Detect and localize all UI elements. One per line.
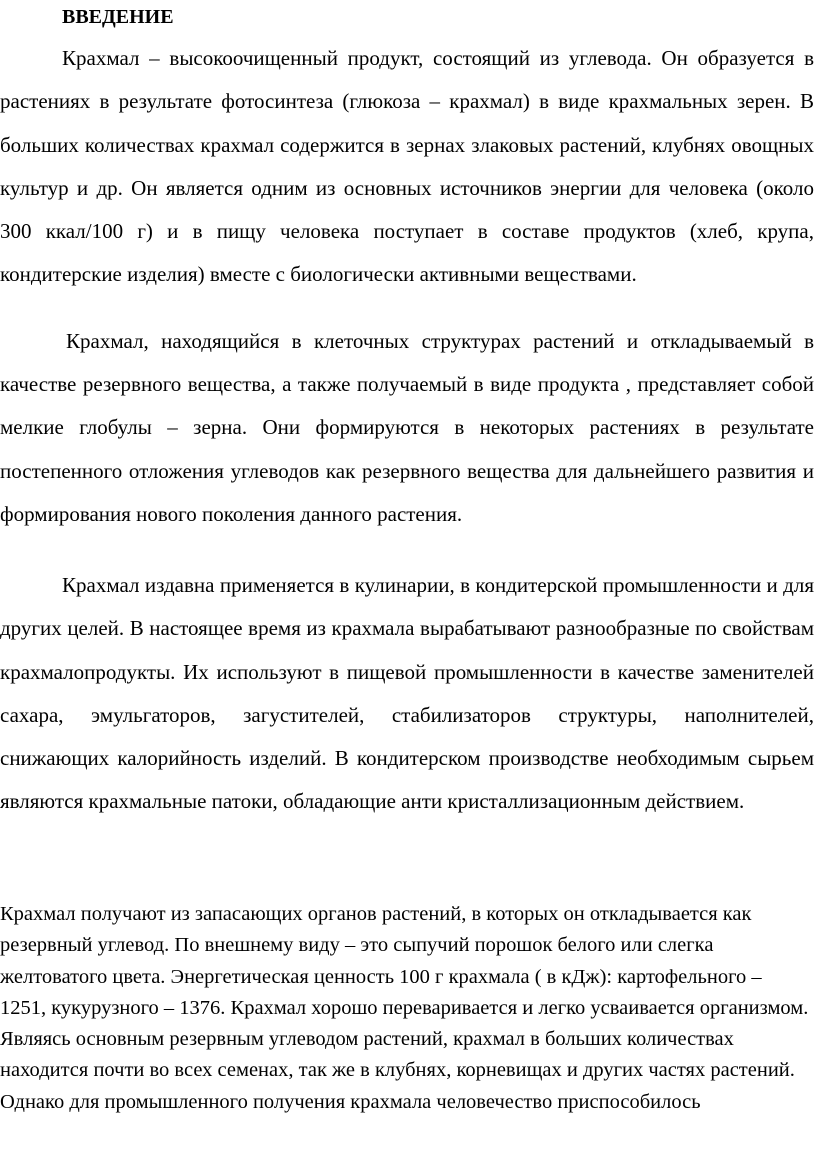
paragraph-1: Крахмал – высокоочищенный продукт, состоящий из углевода. Он образуется в растениях в результате фотосинтеза (глюкоза – крахмал) в виде крахмальных зерен. В больших количествах крахмал содержится в зернах злаковых растений, клубнях овощных культур и др. Он является одним из основных источников энергии для человека (около 300 ккал/100 г) и в пищу человека поступает в составе продуктов (хлеб, крупа, кондитерские изделия) вместе с биологически активными веществами. (0, 46, 814, 287)
paragraph-2: Крахмал, находящийся в клеточных структурах растений и откладываемый в качестве резервного вещества, а также получаемый в виде продукта , представляет собой мелкие глобулы – зерна. Они формируются в некоторых растениях в результате постепенного отложения углеводов как резервного вещества для дальнейшего развития и формирования нового поколения данного растения. (0, 329, 814, 526)
paragraph-4: Крахмал получают из запасающих органов растений, в которых он откладывается как резервный углевод. По внешнему виду – это сыпучий порошок белого или слегка желтоватого цвета. Энергетическая ценность 100 г крахмала ( в кДж): картофельного – 1251, кукурузного – 1376. Крахмал хорошо переваривается и легко усваивается организмом. Являясь основным резервным углеводом растений, крахмал в больших количествах находится почти во всех семенах, так же в клубнях, корневищах и других частях растений. Однако для промышленного получения крахмала человечество приспособилось (0, 903, 809, 1113)
document-heading: ВВЕДЕНИЕ (62, 6, 174, 28)
paragraph-3: Крахмал издавна применяется в кулинарии, в кондитерской промышленности и для других целей. В настоящее время из крахмала вырабатывают разнообразные по свойствам крахмалопродукты. Их используют в пищевой промышленности в качестве заменителей сахара, эмульгаторов, загустителей, стабилизаторов структуры, наполнителей, снижающих калорийность изделий. В кондитерском производстве необходимым сырьем являются крахмальные патоки, обладающие анти кристаллизационным действием. (0, 573, 814, 814)
